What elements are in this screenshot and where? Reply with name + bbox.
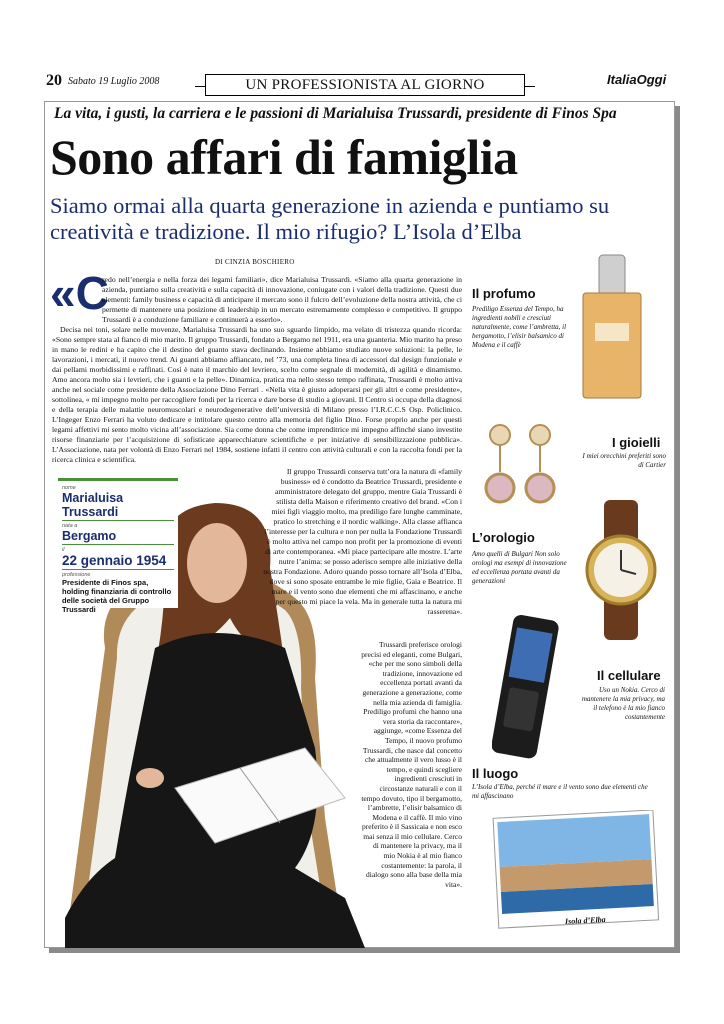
article-title: Sono affari di famiglia (50, 129, 518, 185)
rubric-title: UN PROFESSIONISTA AL GIORNO (205, 74, 525, 96)
product-desc-jewels: I miei orecchini preferiti sono di Cartier (582, 452, 666, 469)
newspaper-logo: ItaliaOggi (607, 72, 667, 87)
intro-paragraph-2: Decisa nei toni, solare nelle movenze, Marialuisa Trussardi ha uno suo sguardo limpido, ma velato di tristezza quando ricorda: «Sono sempre stata al fianco di mio marito. Il gruppo Trussardi, fondato a Bergamo nel 1911, era una guanteria. Mio marito ha preso in mano le redini e ha capito che il destino del guanto stava declinando. Insieme abbiamo studiato nuove soluzioni: la pelle, le lavorazioni, i mercati, il nuovo trend. Ai guanti abbiamo affiancato, nel ’73, una completa linea di accessori dal design funzionale e dai pellami morbidissimi e raffinati. Così è nato il marchio del levriero, scelto come segnale di modernità, di agilità e dinamismo. Amo ancora molto sia i levrieri, che i guanti e la pelle». Dinamica, pratica ma nello stesso tempo raffinata, Trussardi è molto attiva anche nel sociale come presidente della Associazione Dino Ferrari . «Nella vita è giusto adoperarsi per gli altri e come presidente», sottolinea, « mi impegno molto per raccogliere fondi per la ricerca e dare borse di studio a giovani. Il Centro si occupa della diagnosi e della terapia delle malattie neuromuscolari e neurodegenerative dell’università di Milano presso l’I.R.C.C.S Osp. Policlinico. L’Ingeger Enzo Ferrari ha voluto dedicare e intitolare questo centro alla memoria del figlio Dino. Forse proprio anche per questi legami affettivi mi sento molto vicina all’associazione. Sia come donna che come imprenditrice mi impegno affinché siano investite risorse finanziarie per l’acquisizione di sofisticate apparecchiature scientifiche e per iniziative di sensibilizzazione pubblica». L’Associazione, nata per volontà di Enzo Ferrari nel 1984, sostiene infatti il centro con attività culturali e con la raccolta fondi per la ricerca clinica e scientifica. (52, 325, 462, 464)
card-born-in: Bergamo (62, 529, 174, 545)
face (187, 523, 247, 603)
product-title-watch: L’orologio (472, 530, 535, 545)
watch-image (578, 500, 664, 640)
phone-image (492, 612, 562, 762)
intro-paragraph-1: redo nell’energia e nella forza dei legami familiari», dice Marialuisa Trussardi. «Siamo alla quarta generazione in azienda, puntiamo sulla creatività e sulla capacità di innovazione, coniugate con i valori della tradizione. Questi due elementi: family business e capacità di anticipare il mercato sono il fulcro dell’evoluzione della nostra attività, che ci permette di mantenere una posizione di leadership in un mercato estremamente complesso e competitivo. Il gruppo Trussardi è a conduzione familiare e continuerà a esserlo». (102, 275, 462, 324)
card-label-born-in: nata a (62, 523, 78, 529)
card-name: Marialuisa Trussardi (62, 491, 174, 521)
product-title-jewels: I gioielli (612, 435, 661, 450)
issue-date: Sabato 19 Luglio 2008 (68, 76, 160, 87)
page-number: 20 (46, 72, 62, 89)
frame-shadow-bottom (49, 948, 680, 953)
article-kicker: La vita, i gusti, la carriera e le passioni di Marialuisa Trussardi, presidente di Finos Spa (54, 105, 617, 122)
body-column-2: Il gruppo Trussardi conserva tutt’ora la natura di «family business» ed è condotto da Beatrice Trussardi, presidente e amministratore delegato del gruppo, mentre Gaia Trussardi è stilista della Maison e riferimento creativo del brand. «Con i miei figli viaggio molto, ma prediligo fare lunghe camminate, pratico lo stretching e il nordic walking». Alla classe affianca l’interesse per la cultura e non per nulla la Fondazione Trussardi è molto attiva nel campo non profit per la promozione di eventi di arte contemporanea. «Mi piace partecipare alle mostre. L’arte nutre l’anima: se posso aderisco sempre alle iniziative della nostra Fondazione. Adoro quando posso tornare all’Isola d’Elba, dove si sono sposate entrambe le mie figlie, Gaia e Beatrice. Il mare e il vento sono due elementi che mi affascinano, e anche per questo mi piace la vela. Ma in generale tutta la natura mi rasserena». (263, 467, 462, 616)
card-label-profession: professione (62, 572, 91, 578)
hand-left (136, 768, 164, 788)
product-desc-place: L’Isola d’Elba, perché il mare e il vento sono due elementi che mi affascinano (472, 783, 648, 800)
product-title-place: Il luogo (472, 766, 519, 781)
product-title-phone: Il cellulare (597, 668, 661, 683)
byline (215, 258, 295, 266)
body-column-3: Trussardi preferisce orologi precisi ed eleganti, come Bulgari, «che per me sono simboli della tradizione, innovazione ed eccellenza portati avanti da generazione a generazione, come nella mia azienda di famiglia. Prediligo profumi che hanno una vera storia da raccontare», aggiunge, «come Essenza del Tempo, il nuovo profumo Trussardi, che nasce dal concetto che attualmente il vero lusso è il tempo, e quindi scegliere ingredienti cresciuti in circostanze naturali e con il tempo dovuto, tipo il bergamotto, l’ambrette, l’elisir balsamico di Modena e il caffè. Il mio vino preferito è il Sassicaia e non esco mai senza il mio cellulare. Cerco di mantenere la privacy, ma il mio Nokia è al mio fianco costantemente: la parola, il dialogo sono alla base della mia vita». (361, 640, 462, 889)
product-desc-perfume: Prediligo Essenza del Tempo, ha ingredienti nobili e cresciuti naturalmente, come l’ambretta, il bergamotto, l’elisir balsamico di Modena e il caffè (472, 305, 567, 349)
product-desc-phone: Uso un Nokia. Cerco di mantenere la mia privacy, ma il telefono è la mio fianco costantemente (581, 686, 665, 721)
earrings-image (478, 420, 578, 515)
drop-cap: «C (50, 267, 109, 319)
byline-text: DI CINZIA BOSCHIERO (215, 258, 295, 266)
article-subtitle: Siamo ormai alla quarta generazione in azienda e puntiamo su creatività e tradizione. Il mio rifugio? L’Isola d’Elba (50, 193, 610, 244)
product-desc-watch: Amo quelli di Bulgari Non solo orologi ma esempi di innovazione ed eccellenza portata avanti da generazioni (472, 550, 567, 585)
card-label-name: nome (62, 485, 76, 491)
profile-card (58, 478, 178, 614)
card-profession: Presidente di Finos spa, holding finanziaria di controllo delle società del Gruppo Trussardi (62, 578, 172, 614)
intro-text (52, 275, 462, 465)
perfume-bottle-image (577, 253, 647, 403)
product-title-perfume: Il profumo (472, 286, 536, 301)
card-born-on: 22 gennaio 1954 (62, 553, 174, 570)
card-label-born-on: il (62, 547, 65, 553)
island-caption: Isola d’Elba (564, 914, 606, 927)
frame-shadow-right (675, 106, 680, 952)
